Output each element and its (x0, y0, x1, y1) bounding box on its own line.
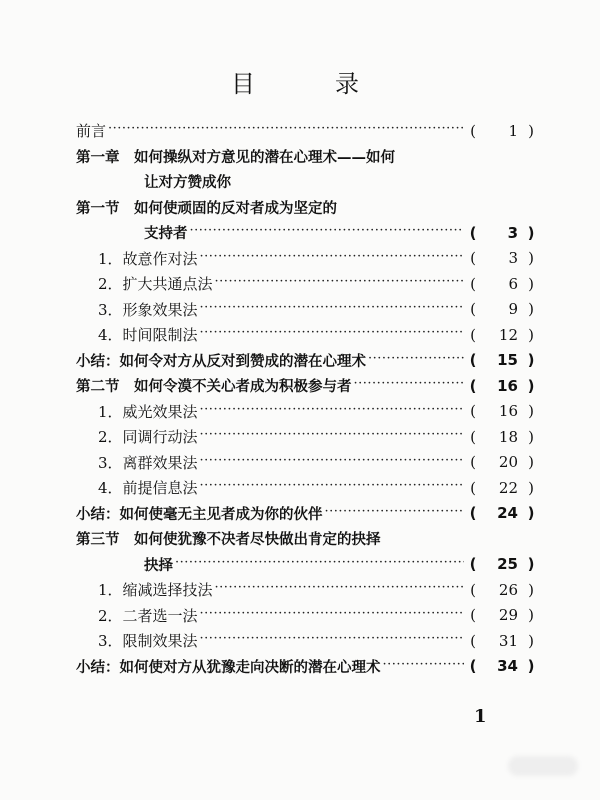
open-paren: ( (470, 631, 476, 650)
toc-entry-label: 让对方赞成你 (144, 175, 231, 192)
toc-entry-label: 前言 (76, 122, 107, 141)
page-title: 目 录 (231, 70, 387, 98)
toc-page-ref (468, 657, 536, 675)
close-paren: ) (528, 121, 534, 140)
close-paren: ) (528, 325, 534, 344)
toc-entry-label: 小结：如何使毫无主见者成为你的伙伴 (76, 506, 323, 523)
toc-entry-label: 抉择 (144, 557, 173, 574)
toc-page-number: 24 (497, 504, 518, 523)
toc-page-number: 18 (498, 427, 518, 446)
toc-page-ref (468, 428, 536, 446)
dot-leader (108, 123, 464, 138)
close-paren: ) (528, 300, 534, 319)
open-paren: ( (469, 657, 477, 676)
toc-page-number: 29 (498, 606, 518, 625)
open-paren: ( (470, 121, 476, 140)
toc-entry-label: 1．威光效果法 (98, 402, 198, 421)
toc-entry-label: 3．限制效果法 (98, 632, 198, 651)
close-paren: ) (528, 402, 534, 421)
toc-entry (76, 424, 536, 450)
open-paren: ( (470, 249, 476, 268)
dot-leader (215, 276, 464, 291)
toc-page-ref (468, 275, 536, 293)
toc-entry-label: 4．时间限制法 (98, 326, 198, 345)
open-paren: ( (469, 376, 477, 395)
toc-entry-label: 2．扩大共通点法 (98, 275, 213, 294)
toc-page-number: 34 (497, 657, 518, 676)
dot-leader (175, 557, 464, 572)
toc-page-number: 25 (497, 555, 518, 574)
toc-entry (76, 246, 536, 272)
close-paren: ) (528, 631, 534, 650)
close-paren: ) (528, 427, 534, 446)
toc-page-number: 3 (507, 223, 518, 242)
toc-entry (76, 475, 536, 501)
toc-entry (76, 399, 536, 425)
page-number: 1 (474, 706, 487, 727)
toc-page-number: 16 (497, 376, 518, 395)
toc-page-ref (468, 632, 536, 650)
dot-leader (215, 582, 464, 597)
dot-leader (200, 302, 464, 317)
toc-page-number: 26 (498, 580, 518, 599)
dot-leader (368, 353, 464, 368)
open-paren: ( (469, 223, 477, 242)
toc-entry (76, 450, 536, 476)
open-paren: ( (470, 300, 476, 319)
toc-entry (76, 169, 536, 195)
open-paren: ( (470, 402, 476, 421)
close-paren: ) (527, 223, 535, 242)
toc-entry-label: 第一章 如何操纵对方意见的潜在心理术——如何 (76, 149, 395, 166)
open-paren: ( (470, 325, 476, 344)
toc-page-ref (468, 122, 536, 140)
close-paren: ) (527, 376, 535, 395)
open-paren: ( (470, 478, 476, 497)
open-paren: ( (469, 351, 477, 370)
toc-page-number: 22 (498, 478, 518, 497)
close-paren: ) (528, 478, 534, 497)
open-paren: ( (469, 504, 477, 523)
toc-entry (76, 322, 536, 348)
toc-entry (76, 526, 536, 552)
toc-entry-label: 4．前提信息法 (98, 479, 198, 498)
toc-entry (76, 373, 536, 399)
toc-entry-label: 3．形象效果法 (98, 300, 198, 319)
toc-page-number: 9 (508, 300, 518, 319)
dot-leader (354, 378, 465, 393)
open-paren: ( (470, 606, 476, 625)
toc-page-number: 31 (498, 631, 518, 650)
toc-entry (76, 501, 536, 527)
dot-leader (200, 480, 464, 495)
toc-page-ref (468, 224, 536, 242)
dot-leader (325, 506, 465, 521)
toc-page-number: 15 (497, 351, 518, 370)
close-paren: ) (527, 657, 535, 676)
toc-page-ref (468, 453, 536, 471)
toc-entry-label: 小结：如何令对方从反对到赞成的潜在心理术 (76, 353, 366, 370)
toc-entry (76, 118, 536, 144)
toc-entry-label: 第一节 如何使顽固的反对者成为坚定的 (76, 200, 337, 217)
dot-leader (200, 429, 464, 444)
toc-entry (76, 144, 536, 170)
toc-page-ref (468, 351, 536, 369)
toc-entry (76, 297, 536, 323)
toc-page-ref (468, 300, 536, 318)
toc-page-ref (468, 504, 536, 522)
close-paren: ) (528, 580, 534, 599)
toc-entry-label: 第三节 如何使犹豫不决者尽快做出肯定的抉择 (76, 532, 381, 549)
toc-entry (76, 654, 536, 680)
toc-page-ref (468, 249, 536, 267)
close-paren: ) (528, 453, 534, 472)
toc-entry-label: 2．二者选一法 (98, 606, 198, 625)
toc-entry-label: 1．缩减选择技法 (98, 581, 213, 600)
dot-leader (200, 251, 464, 266)
toc-entry-label: 1．故意作对法 (98, 249, 198, 268)
open-paren: ( (470, 274, 476, 293)
toc-page-ref (468, 402, 536, 420)
toc-entry-label: 2．同调行动法 (98, 428, 198, 447)
toc-page-number: 20 (498, 453, 518, 472)
toc-entry (76, 628, 536, 654)
toc-entry (76, 348, 536, 374)
toc-page-ref (468, 606, 536, 624)
close-paren: ) (527, 504, 535, 523)
toc-page-number: 12 (498, 325, 518, 344)
toc-page-ref (468, 555, 536, 573)
toc-page-number: 16 (498, 402, 518, 421)
dot-leader (200, 608, 464, 623)
close-paren: ) (527, 555, 535, 574)
close-paren: ) (528, 606, 534, 625)
toc-page-number: 6 (508, 274, 518, 293)
scan-smudge (508, 756, 578, 776)
toc-entry-label: 3．离群效果法 (98, 453, 198, 472)
toc-page-ref (468, 479, 536, 497)
toc-entry (76, 271, 536, 297)
dot-leader (190, 225, 465, 240)
toc-entry-label: 小结：如何使对方从犹豫走向决断的潜在心理术 (76, 659, 381, 676)
open-paren: ( (470, 427, 476, 446)
dot-leader (383, 659, 465, 674)
toc-entry-label: 第二节 如何令漠不关心者成为积极参与者 (76, 379, 352, 396)
toc-page-ref (468, 326, 536, 344)
close-paren: ) (528, 274, 534, 293)
close-paren: ) (527, 351, 535, 370)
dot-leader (200, 455, 464, 470)
open-paren: ( (470, 453, 476, 472)
table-of-contents (76, 118, 536, 679)
toc-entry-label: 支持者 (144, 226, 188, 243)
dot-leader (200, 404, 464, 419)
dot-leader (200, 327, 464, 342)
toc-page-ref (468, 377, 536, 395)
toc-page-number: 1 (508, 121, 518, 140)
toc-entry (76, 195, 536, 221)
toc-entry (76, 220, 536, 246)
toc-page-number: 3 (508, 249, 518, 268)
open-paren: ( (469, 555, 477, 574)
open-paren: ( (470, 580, 476, 599)
toc-entry (76, 552, 536, 578)
close-paren: ) (528, 249, 534, 268)
toc-page-ref (468, 581, 536, 599)
toc-entry (76, 603, 536, 629)
toc-entry (76, 577, 536, 603)
dot-leader (200, 633, 464, 648)
